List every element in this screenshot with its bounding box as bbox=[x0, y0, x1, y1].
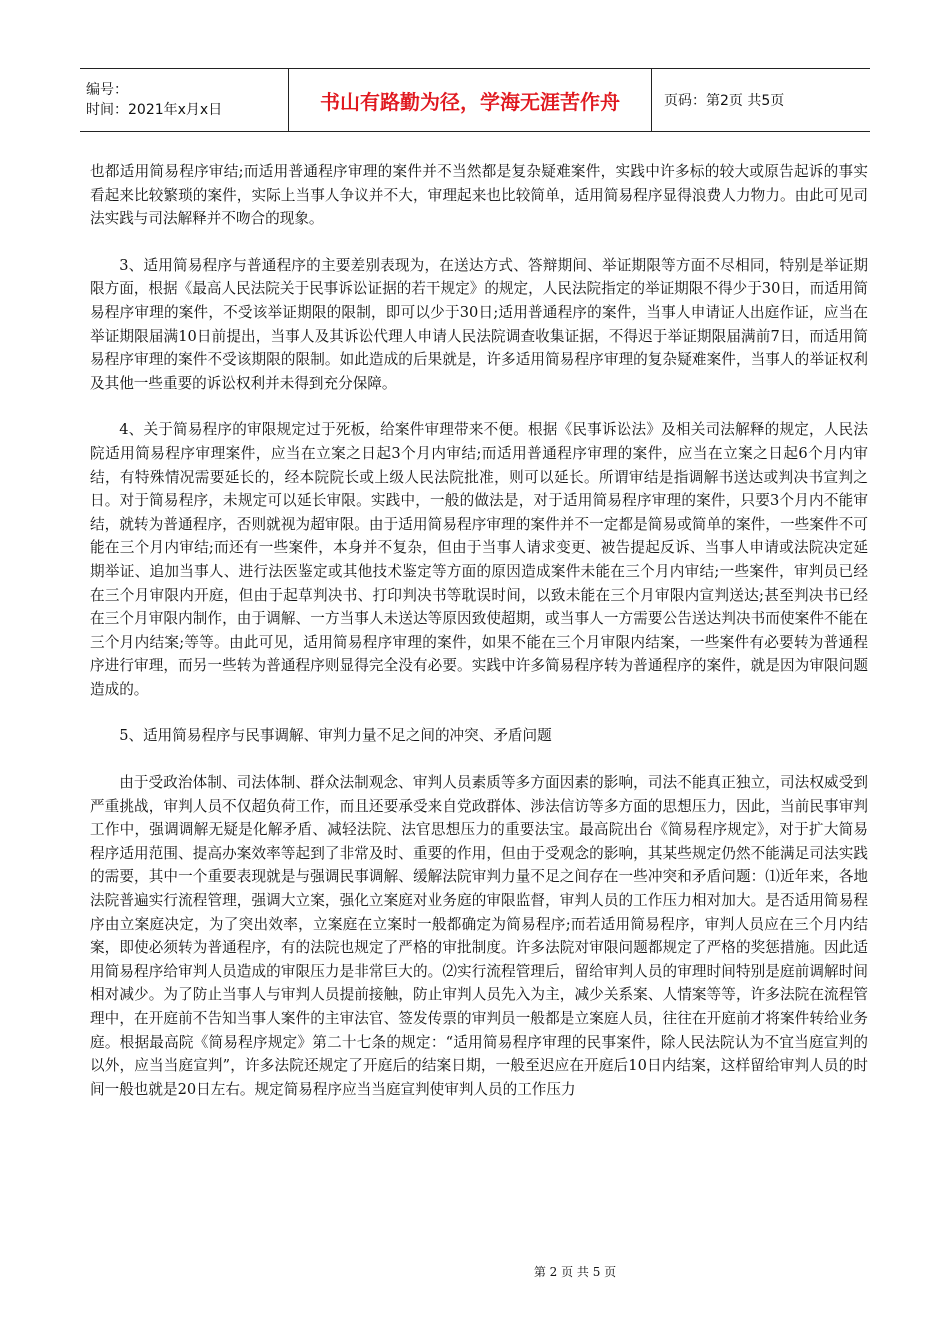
header-page-cell bbox=[652, 69, 870, 131]
header-page-label: 页码：第2页 共5页 bbox=[664, 93, 785, 109]
document-body bbox=[90, 160, 868, 1124]
document-number-label: 编号： bbox=[86, 82, 128, 98]
paragraph-4: 4、关于简易程序的审限规定过于死板，给案件审理带来不便。根据《民事诉讼法》及相关司法解释的规定，人民法院适用简易程序审理案件，应当在立案之日起3个月内审结;而适用普通程序审理的案件，应当在立案之日起6个月内审结，有特殊情况需要延长的，经本院院长或上级人民法院批准，则可以延长。所谓审结是指调解书送达或判决书宣判之日。对于简易程序，未规定可以延长审限。实践中，一般的做法是，对于适用简易程序审理的案件，只要3个月内不能审结，就转为普通程序，否则就视为超审限。由于适用简易程序审理的案件并不一定都是简易或简单的案件，一些案件不可能在三个月内审结;而还有一些案件，本身并不复杂，但由于当事人请求变更、被告提起反诉、当事人申请或法院决定延期举证、追加当事人、进行法医鉴定或其他技术鉴定等方面的原因造成案件未能在三个月内审结;一些案件，审判员已经在三个月审限内开庭，但由于起草判决书、打印判决书等耽误时间，以致未能在三个月审限内宣判送达;甚至判决书已经在三个月审限内制作，由于调解、一方当事人未送达等原因致使超期，或当事人一方需要公告送达判决书而使案件不能在三个月内结案;等等。由此可见，适用简易程序审理的案件，如果不能在三个月审限内结案，一些案件有必要转为普通程序进行审理，而另一些转为普通程序则显得完全没有必要。实践中许多简易程序转为普通程序的案件，就是因为审限问题造成的。 bbox=[90, 421, 868, 698]
paragraph-continuation: 也都适用简易程序审结;而适用普通程序审理的案件并不当然都是复杂疑难案件，实践中许多标的较大或原告起诉的事实看起来比较繁琐的案件，实际上当事人争议并不大，审理起来也比较简单，适用简易程序显得浪费人力物力。由此可见司法实践与司法解释并不吻合的现象。 bbox=[90, 163, 868, 228]
document-time-label: 时间：2021年x月x日 bbox=[86, 102, 223, 118]
page-footer bbox=[0, 1263, 950, 1280]
paragraph-5-heading: 5、适用简易程序与民事调解、审判力量不足之间的冲突、矛盾问题 bbox=[119, 727, 552, 745]
paragraph-3: 3、适用简易程序与普通程序的主要差别表现为，在送达方式、答辩期间、举证期限等方面不尽相同，特别是举证期限方面，根据《最高人民法院关于民事诉讼证据的若干规定》的规定，人民法院指定的举证期限不得少于30日，而适用简易程序审理的案件，不受该举证期限的限制，即可以少于30日;适用普通程序的案件，当事人申请证人出庭作证，应当在举证期限届满10日前提出，当事人及其诉讼代理人申请人民法院调查收集证据，不得迟于举证期限届满前7日，而适用简易程序审理的案件不受该期限的限制。如此造成的后果就是，许多适用简易程序审理的复杂疑难案件，当事人的举证权利及其他一些重要的诉讼权利并未得到充分保障。 bbox=[90, 256, 868, 392]
header-motto: 书山有路勤为径，学海无涯苦作舟 bbox=[320, 89, 620, 114]
page-header bbox=[80, 68, 870, 132]
paragraph-5-body: 由于受政治体制、司法体制、群众法制观念、审判人员素质等多方面因素的影响，司法不能真正独立，司法权威受到严重挑战，审判人员不仅超负荷工作，而且还要承受来自党政群体、涉法信访等多方面的思想压力，因此，当前民事审判工作中，强调调解无疑是化解矛盾、减轻法院、法官思想压力的重要法宝。最高院出台《简易程序规定》，对于扩大简易程序适用范围、提高办案效率等起到了非常及时、重要的作用，但由于受观念的影响，其某些规定仍然不能满足司法实践的需要，其中一个重要表现就是与强调民事调解、缓解法院审判力量不足之间存在一些冲突和矛盾问题：⑴近年来，各地法院普遍实行流程管理，强调大立案，强化立案庭对业务庭的审限监督，审判人员的工作压力相对加大。是否适用简易程序由立案庭决定，为了突出效率，立案庭在立案时一般都确定为简易程序;而若适用简易程序，审判人员应在三个月内结案，即使必须转为普通程序，有的法院也规定了严格的审批制度。许多法院对审限问题都规定了严格的奖惩措施。因此适用简易程序给审判人员造成的审限压力是非常巨大的。⑵实行流程管理后，留给审判人员的审理时间特别是庭前调解时间相对减少。为了防止当事人与审判人员提前接触，防止审判人员先入为主，减少关系案、人情案等等，许多法院在流程管理中，在开庭前不告知当事人案件的主审法官、签发传票的审判员一般都是立案庭人员，往往在开庭前才将案件转给业务庭。根据最高院《简易程序规定》第二十七条的规定：“适用简易程序审理的民事案件，除人民法院认为不宜当庭宣判的以外，应当当庭宣判”，许多法院还规定了开庭后的结案日期，一般至迟应在开庭后10日内结案，这样留给审判人员的时间一般也就是20日左右。规定简易程序应当当庭宣判使审判人员的工作压力 bbox=[90, 774, 868, 1098]
header-motto-cell bbox=[288, 69, 652, 131]
footer-page-number: 第 2 页 共 5 页 bbox=[533, 1265, 617, 1279]
header-left-cell bbox=[80, 69, 288, 131]
